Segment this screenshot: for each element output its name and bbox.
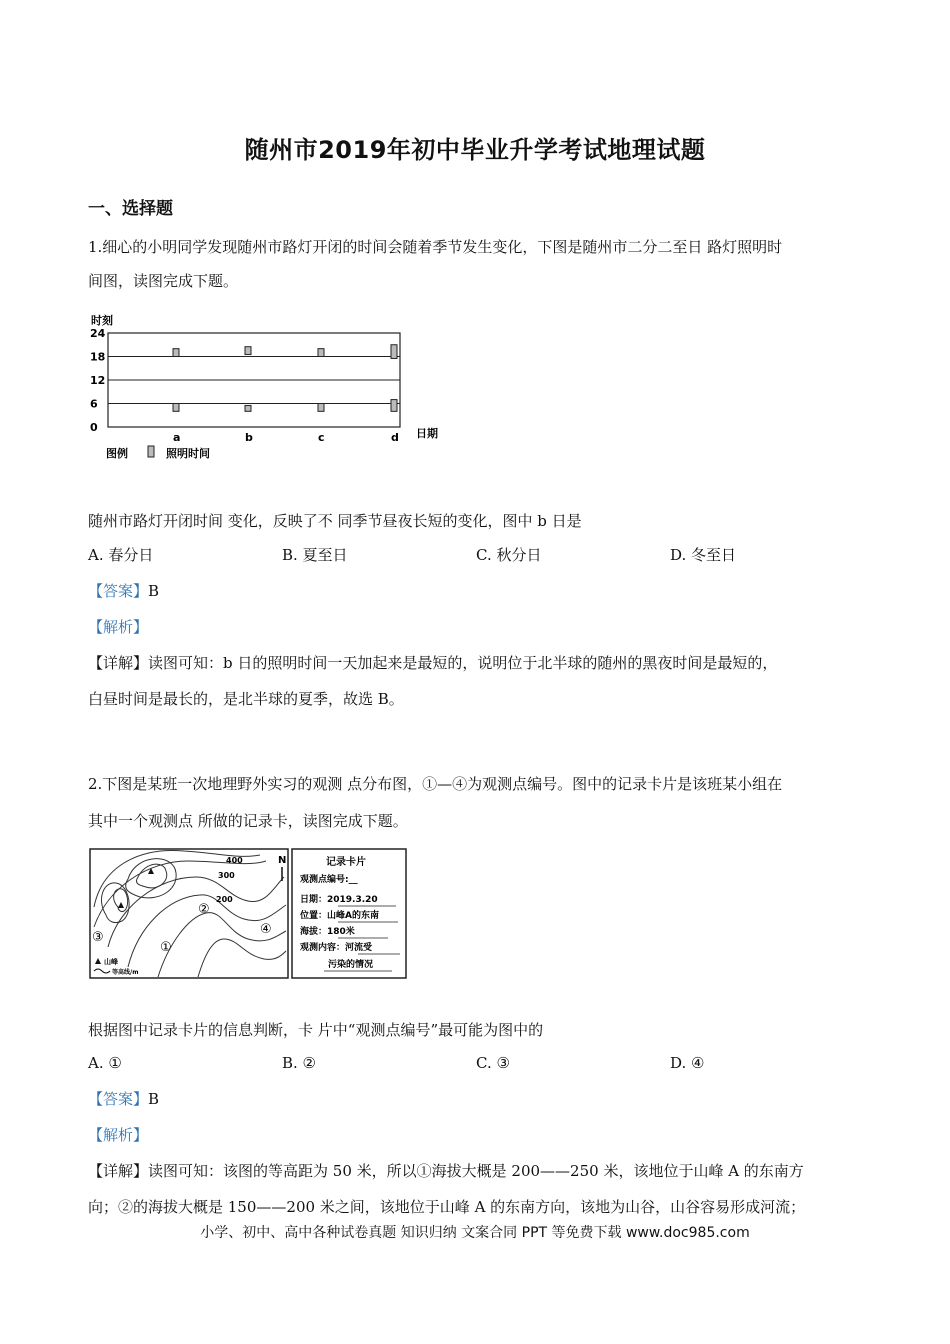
q2-option-c[interactable]: C. ③ <box>476 1054 510 1072</box>
q1-option-b[interactable]: B. 夏至日 <box>282 546 348 564</box>
card-line-4: 海拔：180米 <box>300 927 355 937</box>
answer-tag: 【答案】 <box>88 1090 149 1108</box>
legend-swatch <box>148 446 154 457</box>
page-footer: 小学、初中、高中各种试卷真题 知识归纳 文案合同 PPT 等免费下载 www.doc985.com <box>200 1225 750 1241</box>
q1-detail-line2: 白昼时间是最长的，是北半球的夏季，故选 B。 <box>88 690 404 708</box>
q1-stem-line1: 1.细心的小明同学发现随州市路灯开闭的时间会随着季节发生变化，下图是随州市二分二至日 路灯照明时 <box>88 238 783 256</box>
answer-value: B <box>148 582 160 600</box>
morning-bar <box>245 405 251 411</box>
q1-stem-line2: 间图，读图完成下题。 <box>88 272 239 290</box>
evening-bar <box>391 345 397 359</box>
answer-value: B <box>148 1090 160 1108</box>
morning-bar <box>318 404 324 412</box>
q1-detail-line1 <box>88 652 777 673</box>
map-frame <box>90 849 288 978</box>
contour-map <box>88 847 410 981</box>
q1-option-a[interactable]: A. 春分日 <box>88 546 154 564</box>
detail-text: 读图可知：该图的等高距为 50 米，所以①海拔大概是 200——250 米，该地位于山峰 A 的东南方 <box>148 1162 804 1180</box>
card-line-3: 位置：山峰A的东南 <box>300 911 379 921</box>
x-tick-label: d <box>391 431 399 444</box>
legend-peak-icon <box>95 958 101 964</box>
evening-bar <box>245 347 251 355</box>
contour-label-400: 400 <box>226 856 243 865</box>
card-line-1: 观测点编号:__ <box>300 875 358 885</box>
q2-option-a[interactable]: A. ① <box>88 1054 122 1072</box>
morning-bar <box>173 404 179 412</box>
evening-bar <box>318 349 324 357</box>
q2-question: 根据图中记录卡片的信息判断，卡 片中“观测点编号”最可能为图中的 <box>88 1021 544 1039</box>
lighting-time-chart <box>88 310 448 470</box>
point-1: ① <box>160 940 172 955</box>
q1-answer <box>88 580 159 601</box>
evening-bar <box>173 349 179 357</box>
q2-option-d[interactable]: D. ④ <box>670 1054 705 1072</box>
x-tick-label: a <box>173 431 181 444</box>
q2-detail-line1 <box>88 1160 804 1181</box>
chart-xlabel: 日期 <box>416 427 438 440</box>
legend-peak-label: 山峰 <box>104 958 118 966</box>
detail-tag: 【详解】 <box>88 654 149 672</box>
chart-ylabel: 时刻 <box>91 314 113 327</box>
q1-question: 随州市路灯开闭时间 变化，反映了不 同季节昼夜长短的变化，图中 b 日是 <box>88 512 582 530</box>
y-tick-label: 18 <box>90 350 106 364</box>
q2-analysis-tag: 【解析】 <box>88 1126 149 1144</box>
y-tick-label: 6 <box>90 397 98 411</box>
q2-stem-line2: 其中一个观测点 所做的记录卡，读图完成下题。 <box>88 812 408 830</box>
legend-title: 图例 <box>106 447 128 460</box>
y-tick-label: 24 <box>90 327 106 340</box>
contour-label-200: 200 <box>216 895 233 904</box>
detail-tag: 【详解】 <box>88 1162 149 1180</box>
legend-label: 照明时间 <box>166 447 210 460</box>
card-line-6: 污染的情况 <box>328 960 374 970</box>
peak-icon <box>118 902 124 908</box>
y-tick-label: 12 <box>90 374 106 387</box>
north-label: N <box>278 855 287 866</box>
x-tick-label: c <box>318 431 325 444</box>
card-title: 记录卡片 <box>326 857 366 868</box>
point-3: ③ <box>92 930 104 945</box>
card-line-5: 观测内容：河流受 <box>300 943 373 953</box>
legend-contour-icon <box>94 969 110 973</box>
x-tick-label: b <box>245 431 253 444</box>
q1-analysis-tag: 【解析】 <box>88 618 149 636</box>
q1-option-d[interactable]: D. 冬至日 <box>670 546 737 564</box>
point-4: ④ <box>260 922 272 937</box>
point-2: ② <box>198 902 210 917</box>
section-heading: 一、选择题 <box>88 199 173 219</box>
q2-answer <box>88 1088 159 1109</box>
page-title: 随州市2019年初中毕业升学考试地理试题 <box>244 136 706 164</box>
q1-option-c[interactable]: C. 秋分日 <box>476 546 542 564</box>
q2-stem-line1: 2.下图是某班一次地理野外实习的观测 点分布图，①—④为观测点编号。图中的记录卡片是该班某小组在 <box>88 775 783 793</box>
answer-tag: 【答案】 <box>88 582 149 600</box>
contour-label-300: 300 <box>218 871 235 880</box>
q2-detail-line2: 向；②的海拔大概是 150——200 米之间，该地位于山峰 A 的东南方向，该地为山谷，山谷容易形成河流； <box>88 1198 806 1216</box>
morning-bar <box>391 400 397 412</box>
q2-option-b[interactable]: B. ② <box>282 1054 317 1072</box>
detail-text: 读图可知：b 日的照明时间一天加起来是最短的，说明位于北半球的随州的黑夜时间是最短的， <box>148 654 778 672</box>
y-tick-label: 0 <box>90 421 98 434</box>
legend-contour-label: 等高线/m <box>112 969 139 976</box>
card-line-2: 日期：2019.3.20 <box>300 895 378 905</box>
